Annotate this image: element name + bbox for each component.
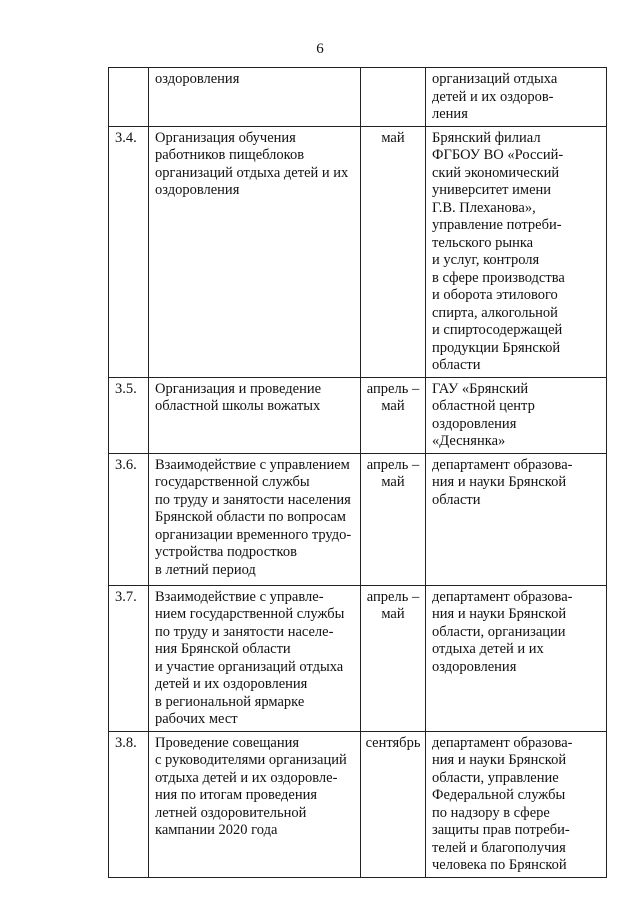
event-description-cell: Взаимодействие с управле- нием государственной службы по труду и занятости населе- ния Брянской области и участие организаций отдыха детей и их оздоровления в региональной ярмарке рабочих мест	[149, 585, 361, 731]
responsible-cell: департамент образова- ния и науки Брянской области	[426, 453, 607, 585]
deadline-cell: май	[361, 126, 426, 377]
event-description-cell: Организация обучения работников пищеблоков организаций отдыха детей и их оздоровления	[149, 126, 361, 377]
event-description-cell: оздоровления	[149, 68, 361, 127]
event-description-cell: Организация и проведение областной школы вожатых	[149, 377, 361, 453]
responsible-cell: департамент образова- ния и науки Брянской области, управление Федеральной службы по надзору в сфере защиты прав потреби- телей и благополучия человека по Брянской	[426, 731, 607, 877]
item-number-cell: 3.7.	[109, 585, 149, 731]
table-row	[109, 126, 607, 377]
item-number-cell: 3.6.	[109, 453, 149, 585]
responsible-cell: организаций отдыха детей и их оздоров- ления	[426, 68, 607, 127]
table-row	[109, 68, 607, 127]
responsible-cell: Брянский филиал ФГБОУ ВО «Россий- ский экономический университет имени Г.В. Плеханова», управление потреби- тельского рынка и услуг, контроля в сфере производства и оборота этилового спирта, алкогольной и спиртосодержащей продукции Брянской области	[426, 126, 607, 377]
table-row	[109, 585, 607, 731]
table-row	[109, 377, 607, 453]
event-description-cell: Проведение совещания с руководителями организаций отдыха детей и их оздоровле- ния по итогам проведения летней оздоровительной кампании 2020 года	[149, 731, 361, 877]
deadline-cell: апрель – май	[361, 377, 426, 453]
deadline-cell: сентябрь	[361, 731, 426, 877]
deadline-cell: апрель – май	[361, 453, 426, 585]
item-number-cell: 3.8.	[109, 731, 149, 877]
table-row	[109, 453, 607, 585]
table-row	[109, 731, 607, 877]
event-description-cell: Взаимодействие с управлением государственной службы по труду и занятости населения Брянской области по вопросам организации временного трудо- устройства подростков в летний период	[149, 453, 361, 585]
event-plan-table	[108, 67, 607, 878]
item-number-cell: 3.5.	[109, 377, 149, 453]
page-number: 6	[316, 41, 324, 57]
item-number-cell	[109, 68, 149, 127]
responsible-cell: ГАУ «Брянский областной центр оздоровления «Деснянка»	[426, 377, 607, 453]
deadline-cell: апрель – май	[361, 585, 426, 731]
deadline-cell	[361, 68, 426, 127]
item-number-cell: 3.4.	[109, 126, 149, 377]
responsible-cell: департамент образова- ния и науки Брянской области, организации отдыха детей и их оздоровления	[426, 585, 607, 731]
